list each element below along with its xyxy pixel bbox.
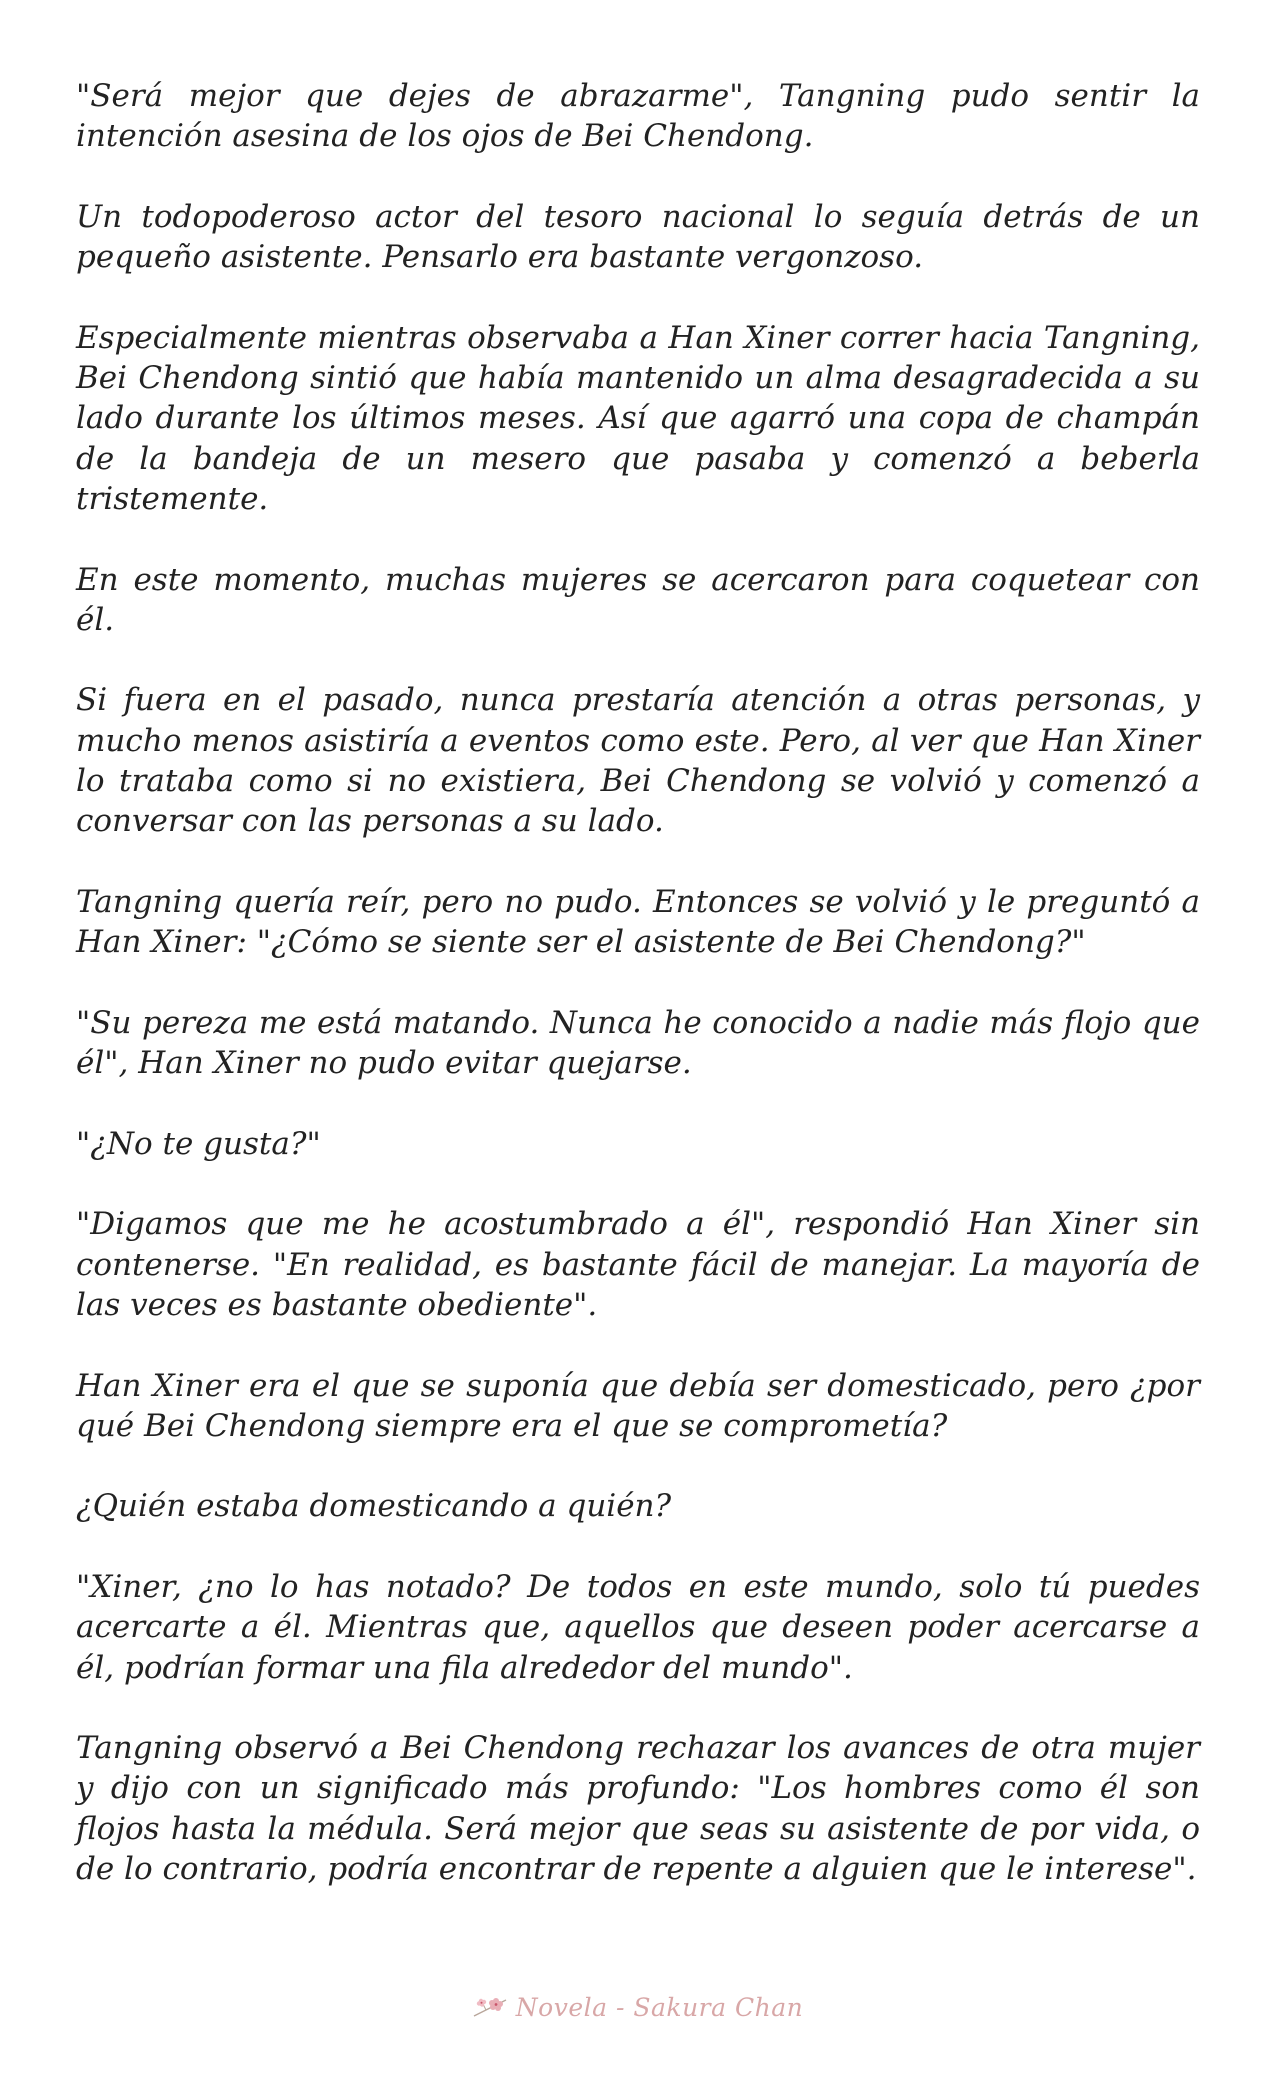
- paragraph: "¿No te gusta?": [76, 1125, 321, 1162]
- paragraph: Han Xiner era el que se suponía que debía ser domesticado, pero ¿por qué Bei Chendong siempre era el que se comprometía?: [76, 1367, 1200, 1444]
- paragraph: "Su pereza me está matando. Nunca he conocido a nadie más flojo que él", Han Xiner no pudo evitar quejarse.: [76, 1004, 1200, 1082]
- footer-watermark-inner: [472, 1992, 803, 2022]
- paragraph: Un todopoderoso actor del tesoro nacional lo seguía detrás de un pequeño asistente. Pensarlo era bastante vergonzoso.: [76, 198, 1200, 276]
- paragraph: Tangning quería reír, pero no pudo. Entonces se volvió y le preguntó a Han Xiner: "¿Cómo se siente ser el asistente de Bei Chendong?": [76, 883, 1200, 961]
- paragraph: "Digamos que me he acostumbrado a él", respondió Han Xiner sin contenerse. "En realidad, es bastante fácil de manejar. La mayoría de las veces es bastante obediente".: [76, 1206, 1200, 1323]
- paragraph: "Será mejor que dejes de abrazarme", Tangning pudo sentir la intención asesina de los ojos de Bei Chendong.: [76, 78, 1200, 155]
- paragraph: En este momento, muchas mujeres se acercaron para coquetear con él.: [76, 561, 1200, 638]
- text-body: [76, 76, 1200, 1930]
- footer-text: Novela - Sakura Chan: [515, 1992, 804, 2022]
- paragraph: "Xiner, ¿no lo has notado? De todos en este mundo, solo tú puedes acercarte a él. Mientras que, aquellos que deseen poder acercarse a él, podrían formar una fila alrededor del mundo".: [76, 1568, 1200, 1686]
- paragraph: ¿Quién estaba domesticando a quién?: [76, 1488, 672, 1525]
- footer-watermark: [0, 1992, 1275, 2027]
- paragraph: Tangning observó a Bei Chendong rechazar los avances de otra mujer y dijo con un significado más profundo: "Los hombres como él son flojos hasta la médula. Será mejor que seas su asistente de por vida, o de lo contrario, podría encontrar de repente a alguien que le interese".: [76, 1730, 1200, 1888]
- paragraph: Si fuera en el pasado, nunca prestaría atención a otras personas, y mucho menos asistiría a eventos como este. Pero, al ver que Han Xiner lo trataba como si no existiera, Bei Chendong se volvió y comenzó a conversar con las personas a su lado.: [76, 682, 1200, 840]
- paragraph: Especialmente mientras observaba a Han Xiner correr hacia Tangning, Bei Chendong sintió que había mantenido un alma desagradecida a su lado durante los últimos meses. Así que agarró una copa de champán de la bandeja de un mesero que pasaba y comenzó a beberla tristemente.: [76, 319, 1200, 517]
- sakura-flower-icon: [472, 1992, 510, 2022]
